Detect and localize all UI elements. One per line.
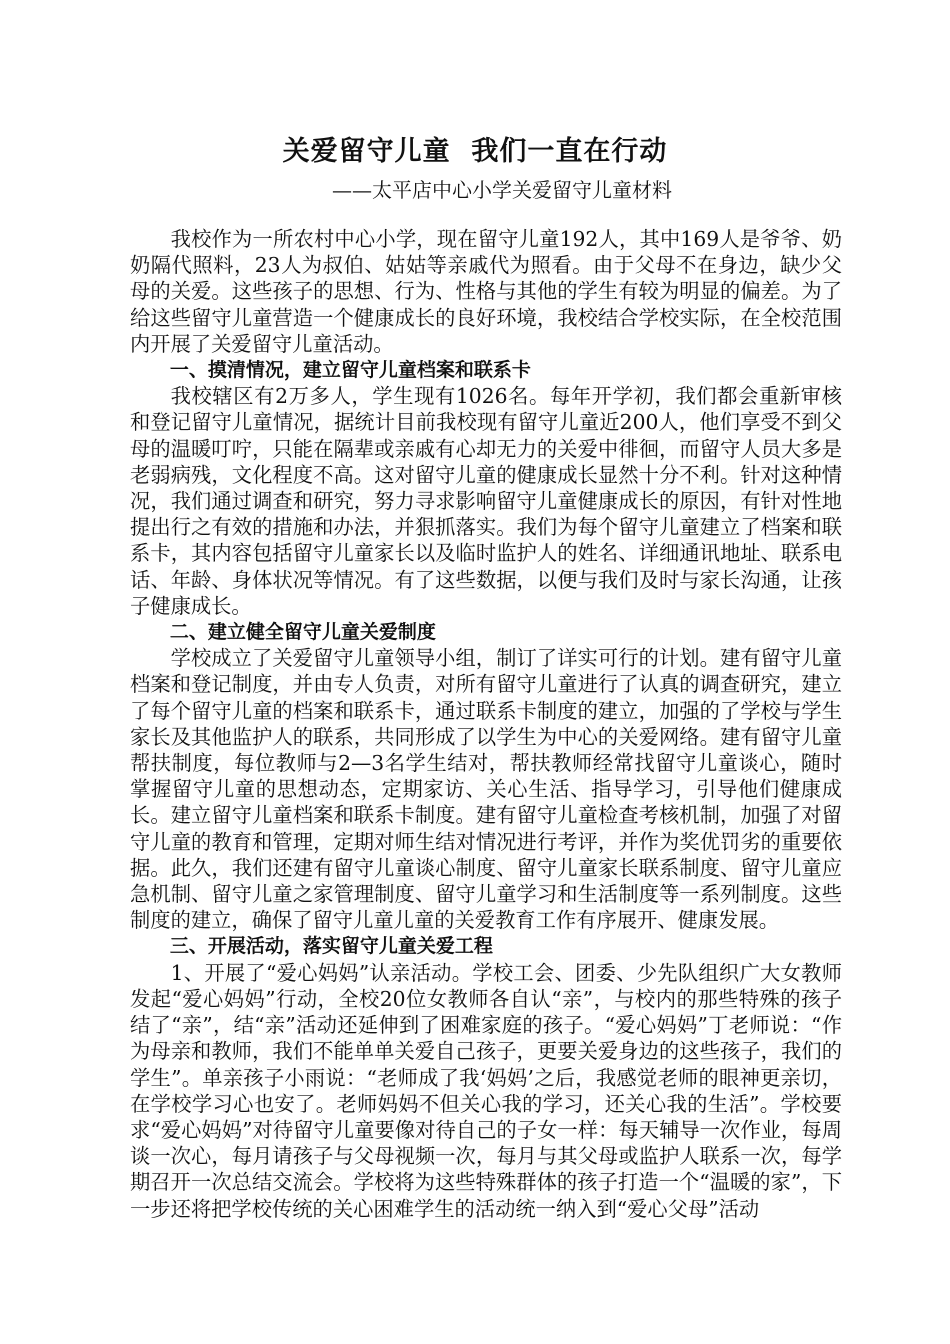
section-3-paragraph: 1、开展了“爱心妈妈”认亲活动。学校工会、团委、少先队组织广大女教师发起“爱心妈妈”行动，全校20位女教师各自认“亲”，与校内的那些特殊的孩子结了“亲”，结“亲”活动还延伸到了困难家庭的孩子。“爱心妈妈”丁老师说：“作为母亲和教师，我们不能单单关爱自己孩子，更要关爱身边的这些孩子，我们的学生”。单亲孩子小雨说：“老师成了我‘妈妈’之后，我感觉老师的眼神更亲切，在学校学习心也安了。老师妈妈不但关心我的学习，还关心我的生活”。学校要求“爱心妈妈”对待留守儿童要像对待自己的子女一样：每天辅导一次作业，每周谈一次心，每月请孩子与父母视频一次，每月与其父母或监护人联系一次，每学期召开一次总结交流会。学校将为这些特殊群体的孩子打造一个“温暖的家”，下一步还将把学校传统的关心困难学生的活动统一纳入到“爱心父母”活动 (130, 960, 842, 1221)
section-2-paragraph: 学校成立了关爱留守儿童领导小组，制订了详实可行的计划。建有留守儿童档案和登记制度，并由专人负责，对所有留守儿童进行了认真的调查研究，建立了每个留守儿童的档案和联系卡，通过联系卡制度的建立，加强的了学校与学生家长及其他监护人的联系，共同形成了以学生为中心的关爱网络。建有留守儿童帮扶制度，每位教师与2—3名学生结对，帮扶教师经常找留守儿童谈心，随时掌握留守儿童的思想动态，定期家访、关心生活、指导学习，引导他们健康成长。建立留守儿童档案和联系卡制度。建有留守儿童检查考核机制，加强了对留守儿童的教育和管理，定期对师生结对情况进行考评，并作为奖优罚劣的重要依据。此久，我们还建有留守儿童谈心制度、留守儿童家长联系制度、留守儿童应急机制、留守儿童之家管理制度、留守儿童学习和生活制度等一系列制度。这些制度的建立，确保了留守儿童儿童的关爱教育工作有序展开、健康发展。 (130, 646, 842, 933)
document-body (130, 226, 842, 1222)
document-title: 关爱留守儿童 我们一直在行动 (282, 136, 668, 167)
intro-paragraph: 我校作为一所农村中心小学，现在留守儿童192人，其中169人是爷爷、奶奶隔代照料，23人为叔伯、姑姑等亲戚代为照看。由于父母不在身边，缺少父母的关爱。这些孩子的思想、行为、性格与其他的学生有较为明显的偏差。为了给这些留守儿童营造一个健康成长的良好环境，我校结合学校实际，在全校范围内开展了关爱留守儿童活动。 (130, 227, 842, 356)
section-1-paragraph: 我校辖区有2万多人，学生现有1026名。每年开学初，我们都会重新审核和登记留守儿童情况，据统计目前我校现有留守儿童近200人，他们享受不到父母的温暖叮咛，只能在隔辈或亲戚有心却无力的关爱中徘徊，而留守人员大多是老弱病残，文化程度不高。这对留守儿童的健康成长显然十分不利。针对这种情况，我们通过调查和研究，努力寻求影响留守儿童健康成长的原因，有针对性地提出行之有效的措施和办法，并狠抓落实。我们为每个留守儿童建立了档案和联系卡，其内容包括留守儿童家长以及临时监护人的姓名、详细通讯地址、联系电话、年龄、身体状况等情况。有了这些数据，以便与我们及时与家长沟通，让孩子健康成长。 (130, 384, 842, 618)
document-subtitle: ——太平店中心小学关爱留守儿童材料 (332, 178, 672, 202)
section-1-heading: 一、摸清情况，建立留守儿童档案和联系卡 (169, 359, 531, 382)
section-3-heading: 三、开展活动，落实留守儿童关爱工程 (169, 935, 493, 958)
section-2-heading: 二、建立健全留守儿童关爱制度 (169, 621, 436, 644)
